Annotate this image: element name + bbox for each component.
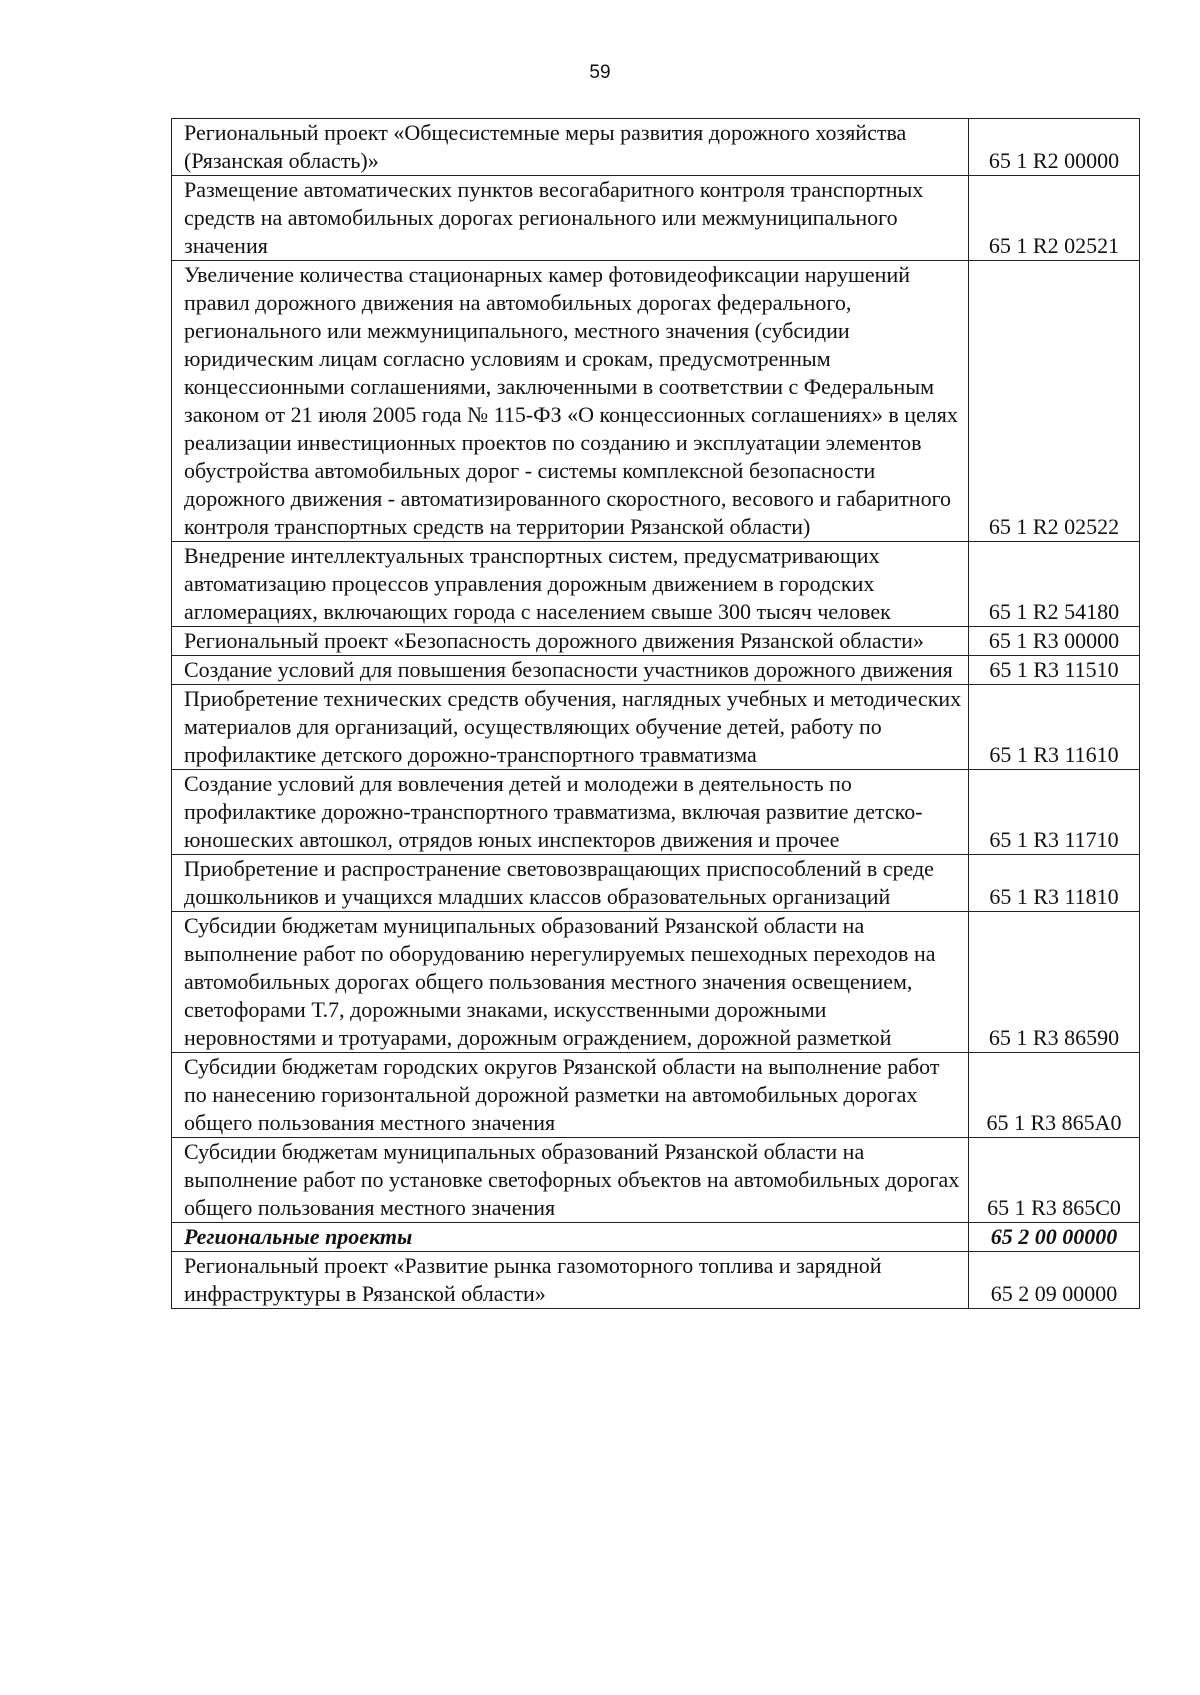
row-description: Региональный проект «Безопасность дорожного движения Рязанской области» [172,627,969,656]
row-code: 65 1 R3 865A0 [969,1053,1140,1138]
row-description: Приобретение и распространение световозвращающих приспособлений в среде дошкольников и учащихся младших классов образовательных организаций [172,855,969,912]
row-code: 65 1 R3 11510 [969,656,1140,685]
table-row [172,770,1140,855]
section-code: 65 2 00 00000 [969,1223,1140,1252]
table-row [172,261,1140,542]
row-code: 65 1 R2 54180 [969,542,1140,627]
table-row [172,176,1140,261]
table-row [172,542,1140,627]
table-row [172,1252,1140,1309]
row-description: Субсидии бюджетам муниципальных образований Рязанской области на выполнение работ по оборудованию нерегулируемых пешеходных переходов на автомобильных дорогах общего пользования местного значения освещением, светофорами Т.7, дорожными знаками, искусственными дорожными неровностями и тротуарами, дорожным ограждением, дорожной разметкой [172,912,969,1053]
row-code: 65 1 R3 865C0 [969,1138,1140,1223]
table-row [172,119,1140,176]
row-code: 65 1 R2 02522 [969,261,1140,542]
row-description: Создание условий для повышения безопасности участников дорожного движения [172,656,969,685]
row-code: 65 2 09 00000 [969,1252,1140,1309]
table-row [172,627,1140,656]
row-code: 65 1 R3 11810 [969,855,1140,912]
section-title: Региональные проекты [172,1223,969,1252]
table-row [172,685,1140,770]
table-row [172,1138,1140,1223]
budget-classification-table [171,118,1140,1309]
row-description: Региональный проект «Общесистемные меры развития дорожного хозяйства (Рязанская область)» [172,119,969,176]
row-description: Размещение автоматических пунктов весогабаритного контроля транспортных средств на автомобильных дорогах регионального или межмуниципального значения [172,176,969,261]
row-code: 65 1 R2 00000 [969,119,1140,176]
row-code: 65 1 R3 00000 [969,627,1140,656]
row-code: 65 1 R3 86590 [969,912,1140,1053]
row-description: Внедрение интеллектуальных транспортных систем, предусматривающих автоматизацию процессов управления дорожным движением в городских агломерациях, включающих города с населением свыше 300 тысяч человек [172,542,969,627]
table-row [172,855,1140,912]
table-row [172,1053,1140,1138]
table-row [172,912,1140,1053]
page-number: 59 [589,62,611,83]
row-description: Увеличение количества стационарных камер фотовидеофиксации нарушений правил дорожного движения на автомобильных дорогах федерального, регионального или межмуниципального, местного значения (субсидии юридическим лицам согласно условиям и срокам, предусмотренным концессионными соглашениями, заключенными в соответствии с Федеральным законом от 21 июля 2005 года № 115-ФЗ «О концессионных соглашениях» в целях реализации инвестиционных проектов по созданию и эксплуатации элементов обустройства автомобильных дорог - системы комплексной безопасности дорожного движения - автоматизированного скоростного, весового и габаритного контроля транспортных средств на территории Рязанской области) [172,261,969,542]
table-row [172,656,1140,685]
row-description: Региональный проект «Развитие рынка газомоторного топлива и зарядной инфраструктуры в Рязанской области» [172,1252,969,1309]
row-code: 65 1 R3 11710 [969,770,1140,855]
row-code: 65 1 R2 02521 [969,176,1140,261]
row-description: Приобретение технических средств обучения, наглядных учебных и методических материалов для организаций, осуществляющих обучение детей, работу по профилактике детского дорожно-транспортного травматизма [172,685,969,770]
row-description: Субсидии бюджетам городских округов Рязанской области на выполнение работ по нанесению горизонтальной дорожной разметки на автомобильных дорогах общего пользования местного значения [172,1053,969,1138]
row-description: Создание условий для вовлечения детей и молодежи в деятельность по профилактике дорожно-транспортного травматизма, включая развитие детско-юношеских автошкол, отрядов юных инспекторов движения и прочее [172,770,969,855]
row-code: 65 1 R3 11610 [969,685,1140,770]
section-header-row [172,1223,1140,1252]
row-description: Субсидии бюджетам муниципальных образований Рязанской области на выполнение работ по установке светофорных объектов на автомобильных дорогах общего пользования местного значения [172,1138,969,1223]
